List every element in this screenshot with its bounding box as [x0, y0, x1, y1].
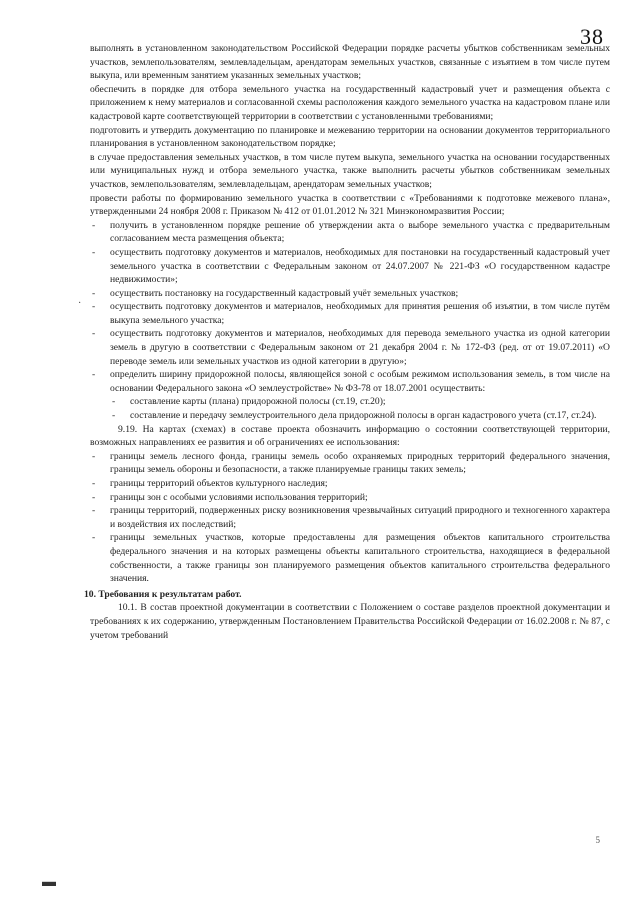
obligation-item	[90, 219, 610, 246]
map-information-list	[90, 450, 610, 586]
document-body	[84, 42, 610, 642]
bullet-marker: -	[92, 287, 96, 299]
page-number: 38	[580, 24, 604, 49]
section-10	[84, 588, 610, 642]
bullet-marker: -	[92, 450, 96, 462]
boundary-item-text: границы земельных участков, которые предоставлены для размещения объектов капитального строительства федерального значения и на которых размещены объекты капитального строительства, находящиеся в федеральной собственности, а также границы зон планируемого размещения объектов капитального строительства федерального значения.	[110, 532, 610, 585]
paragraph-9-19: 9.19. На картах (схемах) в составе проекта обозначить информацию о состоянии соответствующей территории, возможных направлениях ее развития и об ограничениях ее использования:	[90, 423, 610, 449]
boundary-item	[90, 531, 610, 585]
obligation-item	[90, 327, 610, 368]
obligation-item-text: осуществить подготовку документов и материалов, необходимых для перевода земельного участка из одной категории земель в другую в соответствии с Федеральным законом от 21 декабря 2004 г. № 172-ФЗ (ред. от от 19.07.2011) «О переводе земель или земельных участков из одной категории в другую»;	[110, 328, 610, 367]
obligation-item	[90, 300, 610, 327]
obligation-item-text: определить ширину придорожной полосы, являющейся зоной с особым режимом использования земель, в том числе на основании Федерального закона «О землеустройстве» № ФЗ-78 от 18.07.2001 осуществить:	[110, 369, 610, 394]
bullet-marker: -	[92, 491, 96, 503]
bullet-marker: -	[92, 328, 96, 340]
boundary-item-text: границы территорий объектов культурного наследия;	[110, 478, 328, 489]
obligation-item-text: осуществить подготовку документов и материалов, необходимых для принятия решения об изъятии, в том числе путём выкупа земельного участка;	[110, 301, 610, 326]
boundary-item	[90, 477, 610, 491]
bullet-marker: -	[92, 478, 96, 489]
boundary-item	[90, 491, 610, 505]
footer-mark: ▬	[42, 875, 56, 890]
obligation-item-text: получить в установленном порядке решение об утверждении акта о выборе земельного участка с предварительным согласованием места размещения объекта;	[110, 219, 610, 245]
boundary-item	[90, 450, 610, 477]
obligation-paragraph: в случае предоставления земельных участков, в том числе путем выкупа, земельного участка на основании государственных или муниципальных нужд и отбора земельного участка, также выполнить расчеты убытков собственникам земельных участков, землепользователям, землевладельцам, арендаторам земельных участков;	[90, 151, 610, 190]
obligation-paragraph: обеспечить в порядке для отбора земельного участка на государственный кадастровый учет и размещения объекта с приложением к нему материалов и согласованной схемы расположения каждого земельного участка на кадастровом плане или кадастровой карте соответствующей территории в соответствии с установленными требованиями;	[90, 83, 610, 122]
paragraph-10-1: 10.1. В состав проектной документации в соответствии с Положением о составе разделов проектной документации и требованиях к их содержанию, утвержденным Постановлением Правительства Российской Федерации от 16.02.2008 г. № 87, с учетом требований	[90, 602, 610, 641]
bullet-marker: -	[92, 246, 96, 258]
boundary-item-text: границы зон с особыми условиями использования территорий;	[110, 491, 368, 503]
boundary-item-text: границы территорий, подверженных риску возникновения чрезвычайных ситуаций природного и техногенного характера и воздействия их последствий;	[110, 505, 610, 530]
boundary-item	[90, 504, 610, 531]
boundary-item-text: границы земель лесного фонда, границы земель особо охраняемых природных территорий федерального значения, границы земель обороны и безопасности, а также планируемые границы таких земель;	[110, 450, 610, 476]
obligation-paragraph: провести работы по формированию земельного участка в соответствии с «Требованиями к подготовке межевого плана», утвержденными 24 ноября 2008 г. Приказом № 412 от 01.01.2012 № 321 Минэкономразвития России;	[90, 192, 610, 218]
obligation-item	[90, 246, 610, 287]
bullet-marker: -	[92, 532, 96, 544]
obligation-paragraph: выполнять в установленном законодательством Российской Федерации порядке расчеты убытков собственникам земельных участков, землепользователям, землевладельцам, арендаторам земельных участков, связанные с изъятием в том числе путем выкупа, или временным занятием указанных земельных участков;	[90, 43, 610, 82]
obligation-item-text: осуществить подготовку документов и материалов, необходимых для постановки на государственный кадастровый учет земельного участка в соответствии с Федеральным законом от 24.07.2007 № 221-ФЗ «О государственном кадастре недвижимости»;	[110, 246, 610, 286]
section-10-title: 10. Требования к результатам работ.	[84, 588, 242, 600]
bullet-marker: -	[112, 396, 116, 408]
obligation-item-text: осуществить постановку на государственный кадастровый учёт земельных участков;	[110, 287, 459, 299]
bullet-marker: -	[92, 505, 96, 517]
bullet-marker: -	[92, 301, 96, 313]
obligations-block	[90, 42, 610, 219]
bullet-marker: -	[92, 219, 96, 231]
obligation-item	[90, 368, 610, 395]
sub-item	[90, 409, 610, 423]
bullet-marker: -	[92, 369, 96, 381]
sub-item-text: составление и передачу землеустроительного дела придорожной полосы в орган кадастрового учета (ст.17, ст.24).	[130, 410, 597, 422]
corner-mark: 5	[595, 835, 600, 845]
sub-item	[90, 395, 610, 409]
sub-item-text: составление карты (плана) придорожной полосы (ст.19, ст.20);	[130, 396, 386, 408]
margin-mark: ·	[78, 298, 82, 309]
obligation-paragraph: подготовить и утвердить документацию по планировке и межеванию территории на основании документов территориального планирования в установленном законодательством порядке;	[90, 124, 610, 150]
obligations-list	[90, 219, 610, 396]
bullet-marker: -	[112, 410, 116, 422]
roadside-strip-sublist	[90, 395, 610, 422]
obligation-item	[90, 287, 610, 301]
